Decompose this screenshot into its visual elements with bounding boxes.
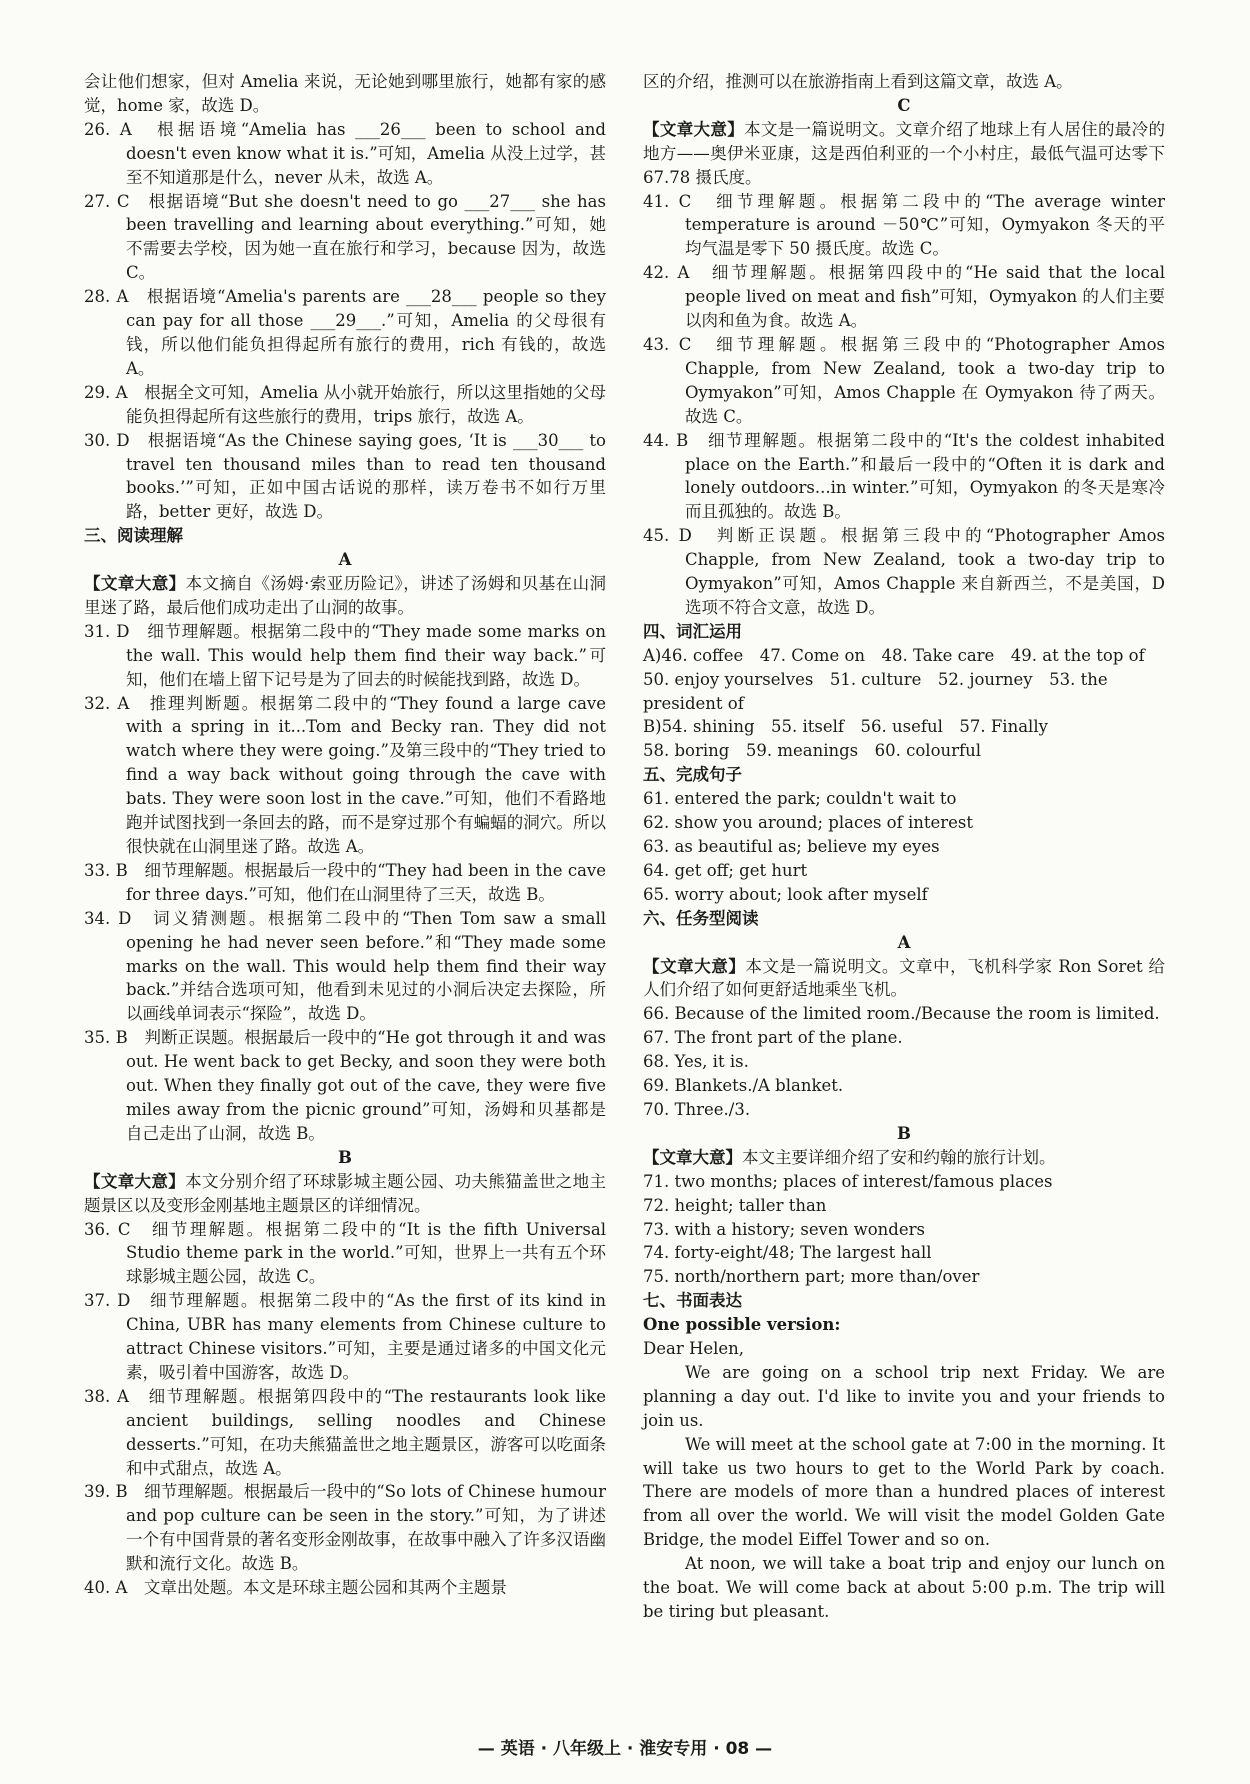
letter-paragraph: We are going on a school trip next Friday. We are planning a day out. I'd like to invite you and your friends to join us. <box>643 1362 1165 1430</box>
vocab-line: 58. boring 59. meanings 60. colourful <box>643 741 982 761</box>
answer-33: 33. B 细节理解题。根据最后一段中的“They had been in the cave for three days.”可知，他们在山洞里待了三天，故选 B。 <box>84 860 606 904</box>
summary-tag: 【文章大意】 <box>643 956 746 976</box>
summary-tag: 【文章大意】 <box>643 1147 742 1167</box>
answer-32: 32. A 推理判断题。根据第二段中的“They found a large cave with a spring in it...Tom and Becky ran. They did not watch where they were going.”及第三段中的“They tried to find a way back without going through the cave with bats. They were soon lost in the cave.”可知，他们不看路地跑并试图找到一条回去的路，而不是穿过那个有蝙蝠的洞穴。所以很快就在山洞里迷了路。故选 A。 <box>84 693 606 856</box>
answer-42: 42. A 细节理解题。根据第四段中的“He said that the local people lived on meat and fish”可知，Oymyakon 的人们主要以肉和鱼为食。故选 A。 <box>643 263 1165 331</box>
answer-27: 27. C 根据语境“But she doesn't need to go ___27___ she has been travelling and learning about everything.”可知，她不需要去学校，因为她一直在旅行和学习，because 因为，故选 C。 <box>84 191 606 283</box>
passage-summary-b <box>643 1146 1165 1170</box>
answer-31: 31. D 细节理解题。根据第二段中的“They made some marks on the wall. This would help them find their way back.”可知，他们在墙上留下记号是为了回去的时候能找到路，故选 D。 <box>84 621 606 689</box>
section-heading-sentences: 五、完成句子 <box>643 765 742 785</box>
answer-62: 62. show you around; places of interest <box>643 813 974 833</box>
summary-text: 本文主要详细介绍了安和约翰的旅行计划。 <box>742 1147 1056 1167</box>
letter-paragraph: We will meet at the school gate at 7:00 in the morning. It will take us two hours to get to the World Park by coach. There are models of more than a hundred places of interest from all over the world. We will visit the model Golden Gate Bridge, the model Eiffel Tower and so on. <box>643 1434 1165 1550</box>
vocab-line: 50. enjoy yourselves 51. culture 52. journey 53. the <box>643 669 1108 689</box>
answer-72: 72. height; taller than <box>643 1195 827 1215</box>
answer-66: 66. Because of the limited room./Because the room is limited. <box>643 1004 1160 1024</box>
passage-summary-b <box>84 1170 606 1218</box>
answer-35: 35. B 判断正误题。根据最后一段中的“He got through it and was out. He went back to get Becky, and soon they were both out. When they finally got out of the cave, they were five miles away from the picnic ground”可知，汤姆和贝基都是自己走出了山洞，故选 B。 <box>84 1028 606 1143</box>
answer-45: 45. D 判断正误题。根据第三段中的“Photographer Amos Chapple, from New Zealand, took a two-day trip to Oymyakon”可知，Amos Chapple 来自新西兰，不是美国，D 选项不符合文意，故选 D。 <box>643 526 1165 617</box>
passage-summary-a <box>643 955 1165 1003</box>
vocab-line: B)54. shining 55. itself 56. useful 57. Finally <box>643 717 1048 737</box>
answer-43: 43. C 细节理解题。根据第三段中的“Photographer Amos Chapple, from New Zealand, took a two-day trip to Oymyakon”可知，Amos Chapple 在 Oymyakon 待了两天。故选 C。 <box>643 334 1165 426</box>
passage-heading-a: A <box>338 550 352 570</box>
answer-34: 34. D 词义猜测题。根据第二段中的“Then Tom saw a small opening he had never seen before.”和“They made some marks on the wall. This would help them find their way back.”并结合选项可知，他看到未见过的小洞后决定去探险，所以画线单词表示“探险”，故选 D。 <box>84 908 606 1024</box>
section-heading-writing: 七、书面表达 <box>643 1291 742 1311</box>
answer-64: 64. get off; get hurt <box>643 860 808 880</box>
passage-heading-b: B <box>897 1123 911 1143</box>
right-column <box>643 70 1165 1624</box>
vocab-line: president of <box>643 693 744 713</box>
answer-38: 38. A 细节理解题。根据第四段中的“The restaurants look like ancient buildings, selling noodles and Chinese desserts.”可知，在功夫熊猫盖世之地主题景区，游客可以吃面条和中式甜点，故选 A。 <box>84 1386 606 1478</box>
passage-summary-a <box>84 572 606 620</box>
left-column <box>84 70 606 1600</box>
section-heading-reading: 三、阅读理解 <box>84 526 183 546</box>
answer-29: 29. A 根据全文可知，Amelia 从小就开始旅行，所以这里指她的父母能负担得起所有这些旅行的费用，trips 旅行，故选 A。 <box>84 382 606 426</box>
sample-version-label: One possible version: <box>643 1315 841 1335</box>
answer-71: 71. two months; places of interest/famous places <box>643 1171 1053 1191</box>
answer-67: 67. The front part of the plane. <box>643 1028 903 1048</box>
passage-heading-a: A <box>897 932 911 952</box>
passage-heading-c: C <box>897 95 911 115</box>
answer-39: 39. B 细节理解题。根据最后一段中的“So lots of Chinese humour and pop culture can be seen in the story.”可知，为了讲述一个有中国背景的著名变形金刚故事，在故事中融入了许多汉语幽默和流行文化。故选 B。 <box>84 1482 606 1574</box>
vocab-line: A)46. coffee 47. Come on 48. Take care 49. at the top of <box>643 645 1145 665</box>
answer-75: 75. north/northern part; more than/over <box>643 1267 980 1287</box>
answer-41: 41. C 细节理解题。根据第二段中的“The average winter temperature is around －50℃”可知，Oymyakon 冬天的平均气温是零下 50 摄氏度。故选 C。 <box>643 191 1165 259</box>
section-heading-vocabulary: 四、词汇运用 <box>643 621 742 641</box>
summary-text: 本文是一篇说明文。文章中，飞机科学家 Ron Soret 给人们介绍了如何更舒适地乘坐飞机。 <box>643 956 1165 1000</box>
answer-26: 26. A 根据语境“Amelia has ___26___ been to school and doesn't even know what it is.”可知，Amelia 从没上过学，甚至不知道那是什么，never 从未，故选 A。 <box>84 119 606 187</box>
letter-paragraph: At noon, we will take a boat trip and enjoy our lunch on the boat. We will come back at about 5:00 p.m. The trip will be tiring but pleasant. <box>643 1554 1165 1621</box>
continued-answer: 区的介绍，推测可以在旅游指南上看到这篇文章，故选 A。 <box>643 72 1073 91</box>
answer-69: 69. Blankets./A blanket. <box>643 1076 844 1096</box>
summary-tag: 【文章大意】 <box>643 119 745 139</box>
section-heading-task-reading: 六、任务型阅读 <box>643 908 759 928</box>
summary-tag: 【文章大意】 <box>84 574 186 594</box>
answer-44: 44. B 细节理解题。根据第二段中的“It's the coldest inhabited place on the Earth.”和最后一段中的“Often it is dark and lonely outdoors...in winter.”可知，Oymyakon 的冬天是寒冷而且孤独的。故选 B。 <box>643 430 1165 522</box>
answer-36: 36. C 细节理解题。根据第二段中的“It is the fifth Universal Studio theme park in the world.”可知，世界上一共有五个环球影城主题公园，故选 C。 <box>84 1219 606 1287</box>
summary-text: 本文摘自《汤姆·索亚历险记》，讲述了汤姆和贝基在山洞里迷了路，最后他们成功走出了山洞的故事。 <box>84 574 607 617</box>
continued-answer: 会让他们想家，但对 Amelia 来说，无论她到哪里旅行，她都有家的感觉，home 家，故选 D。 <box>84 72 606 115</box>
page-footer: — 英语 · 八年级上 · 淮安专用 · 08 — <box>477 1739 773 1759</box>
summary-text: 本文是一篇说明文。文章介绍了地球上有人居住的最冷的地方——奥伊米亚康，这是西伯利亚的一个小村庄，最低气温可达零下 67.78 摄氏度。 <box>643 119 1166 187</box>
answer-30: 30. D 根据语境“As the Chinese saying goes, ‘It is ___30___ to travel ten thousand miles than to read ten thousand books.’”可知，正如中国古话说的那样，读万卷书不如行万里路，better 更好，故选 D。 <box>84 430 606 522</box>
passage-heading-b: B <box>338 1147 352 1167</box>
answer-63: 63. as beautiful as; believe my eyes <box>643 837 940 856</box>
answer-68: 68. Yes, it is. <box>643 1052 749 1072</box>
answer-65: 65. worry about; look after myself <box>643 884 928 904</box>
answer-40: 40. A 文章出处题。本文是环球主题公园和其两个主题景 <box>84 1578 507 1598</box>
answer-70: 70. Three./3. <box>643 1099 751 1119</box>
letter-greeting: Dear Helen, <box>643 1339 745 1359</box>
answer-28: 28. A 根据语境“Amelia's parents are ___28___ people so they can pay for all those ___29___.”可知，Amelia 的父母很有钱，所以他们能负担得起所有旅行的费用，rich 有钱的，故选 A。 <box>84 287 606 378</box>
summary-text: 本文分别介绍了环球影城主题公园、功夫熊猫盖世之地主题景区以及变形金刚基地主题景区的详细情况。 <box>84 1171 607 1215</box>
answer-61: 61. entered the park; couldn't wait to <box>643 789 957 809</box>
passage-summary-c <box>643 118 1165 190</box>
answer-37: 37. D 细节理解题。根据第二段中的“As the first of its kind in China, UBR has many elements from Chinese culture to attract Chinese visitors.”可知，主要是通过诸多的中国文化元素，吸引着中国游客，故选 D。 <box>84 1291 606 1382</box>
answer-73: 73. with a history; seven wonders <box>643 1219 925 1239</box>
answer-74: 74. forty-eight/48; The largest hall <box>643 1243 932 1263</box>
summary-tag: 【文章大意】 <box>84 1171 186 1191</box>
